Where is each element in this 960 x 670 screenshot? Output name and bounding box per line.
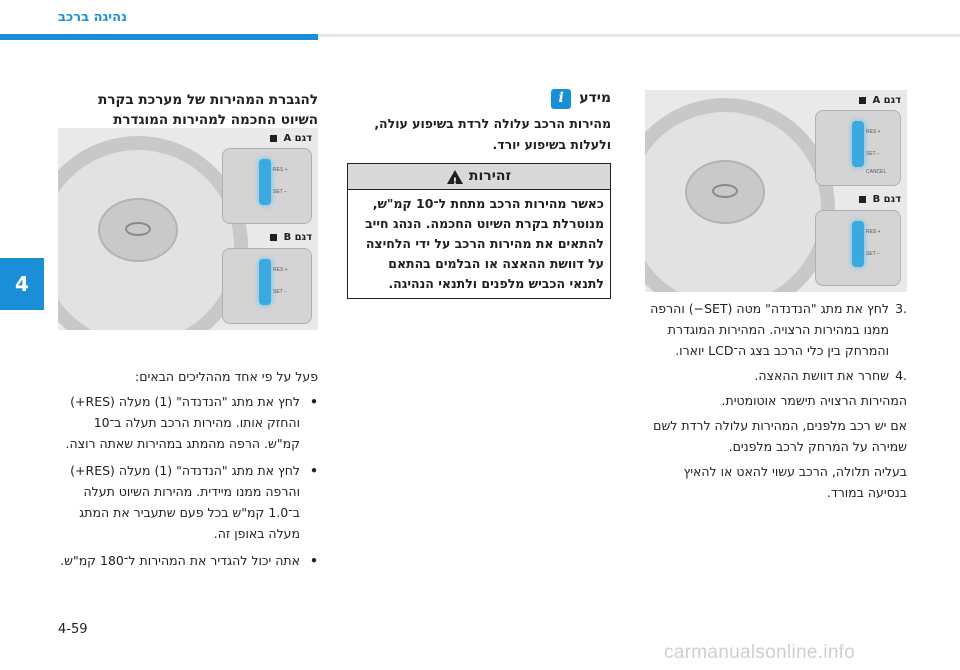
- info-heading: [347, 88, 611, 109]
- bullet-icon: •: [310, 553, 318, 568]
- middle-column: [347, 88, 611, 299]
- bullet-item: [58, 550, 318, 571]
- bullet-item: [58, 391, 318, 454]
- model-a-label: דגם A: [859, 95, 901, 106]
- button-label: CANCEL: [866, 169, 887, 175]
- model-b-label: דגם B: [270, 232, 312, 243]
- numbered-step: [645, 365, 907, 386]
- button-label: RES +: [273, 267, 288, 273]
- hyundai-logo-icon: [712, 184, 738, 198]
- button-label: RES +: [866, 129, 881, 135]
- step-number: .3: [895, 301, 907, 316]
- section-title: נהיגה ברכב: [58, 10, 127, 25]
- watermark-text: carmanualsonline.info: [664, 642, 856, 663]
- step-text: לחץ את מתג "הנדנדה" מטה (SET−) והרפה ממנו במהירות הרצויה. המהירות המוגדרת והמרחק בין כלי הרכב בצג ה־LCD יוארו.: [650, 301, 889, 358]
- caution-title: זהירות: [468, 168, 512, 184]
- button-label: SET −: [273, 289, 287, 295]
- page-number: 4-59: [58, 622, 88, 637]
- steering-wheel-figure-right: [645, 90, 907, 292]
- caution-box: [347, 163, 611, 299]
- button-label: SET −: [273, 189, 287, 195]
- button-label: SET −: [866, 251, 880, 257]
- header-accent-bar: [0, 34, 318, 40]
- button-label: SET −: [866, 151, 880, 157]
- info-body: מהירות הרכב עלולה לרדת בשיפוע עולה, ולעלות בשיפוע יורד.: [374, 116, 611, 152]
- rocker-switch-highlight: [852, 221, 864, 267]
- chapter-tab[interactable]: 4: [0, 258, 44, 310]
- step-text: שחרר את דוושת ההאצה.: [754, 368, 889, 383]
- model-a-label: דגם A: [270, 133, 312, 144]
- caution-body: כאשר מהירות הרכב מתחת ל־10 קמ"ש, מנוטרלת בקרת השיוט החכמה. הנהג חייב להתאים את מהירות הרכב על ידי הלחיצה על דוושת ההאצה או הבלמים בהתאם לתנאי הכביש מלפנים ולתנאי הנהיגה.: [365, 196, 604, 291]
- info-icon: i: [551, 89, 571, 109]
- bullet-text: לחץ את מתג "הנדנדה" (1) מעלה (RES+) והחזק אותו. מהירות הרכב תעלה ב־10 קמ"ש. הרפה מהמתג במהירות שאתה רוצה.: [65, 394, 300, 451]
- warning-triangle-icon: [447, 170, 463, 184]
- rocker-switch-highlight: [852, 121, 864, 167]
- procedure-intro: פעל על פי אחד מההליכים הבאים:: [135, 369, 318, 384]
- paragraph: אם יש רכב מלפנים, המהירות עלולה לרדת לשם שמירה על המרחק לרכב מלפנים.: [653, 418, 907, 454]
- bullet-text: אתה יכול להגדיר את המהירות ל־180 קמ"ש.: [60, 553, 300, 568]
- paragraph: בעליה תלולה, הרכב עשוי להאט או להאיץ בנסיעה במורד.: [683, 464, 907, 500]
- left-column: [58, 90, 318, 577]
- button-label: RES +: [866, 229, 881, 235]
- square-bullet-icon: [859, 97, 866, 104]
- numbered-step: [645, 298, 907, 361]
- switch-inset-a: [815, 110, 901, 186]
- bullet-item: [58, 460, 318, 544]
- caution-header: [348, 164, 610, 190]
- square-bullet-icon: [859, 196, 866, 203]
- info-title: מידע: [579, 90, 611, 106]
- bullet-icon: •: [310, 394, 318, 409]
- paragraph: המהירות הרצויה תישמר אוטומטית.: [721, 393, 907, 408]
- bullet-text: לחץ את מתג "הנדנדה" (1) מעלה (RES+) והרפה ממנו מיידית. מהירות השיוט תעלה ב־1.0 קמ"ש בכל פעם שתעביר את המתג מעלה באופן זה.: [70, 463, 300, 541]
- step-number: .4: [895, 368, 907, 383]
- section-heading: להגברת המהירות של מערכת בקרת השיוט החכמה למהירות המוגדרת: [98, 92, 318, 128]
- switch-inset-b: [815, 210, 901, 286]
- right-column-text: [645, 298, 907, 507]
- button-label: RES +: [273, 167, 288, 173]
- model-b-label: דגם B: [859, 194, 901, 205]
- bullet-icon: •: [310, 463, 318, 478]
